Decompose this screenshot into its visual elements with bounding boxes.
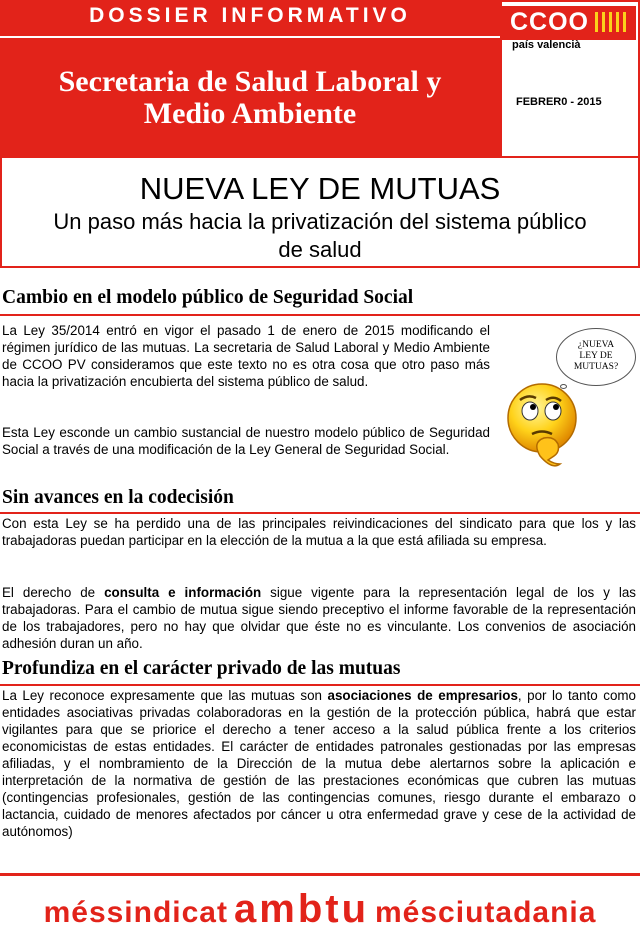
slogan-right: mésciutadania (375, 896, 597, 929)
issue-date: FEBRER0 - 2015 (516, 96, 602, 108)
section2-para1: Con esta Ley se ha perdido una de las principales reivindicaciones del sindicato para que los y las trabajadoras puedan participar en la elección de la mutua a la que está afiliada su empresa. (2, 516, 636, 548)
bubble-line3: MUTUAS? (573, 362, 619, 372)
main-subtitle-line2: de salud (278, 237, 362, 262)
senyera-stripes-icon (595, 12, 629, 32)
section-heading-codecision: Sin avances en la codecisión (2, 487, 234, 508)
section-heading-caracter-privado: Profundiza en el carácter privado de las mutuas (2, 658, 401, 679)
section1-para2: Esta Ley esconde un cambio sustancial de nuestro modelo público de Seguridad Social a través de una modificación de la Ley General de Seguridad Social. (2, 425, 490, 457)
main-title: NUEVA LEY DE MUTUAS (139, 171, 501, 206)
secretaria-title-line1: Secretaria de Salud Laboral y (58, 65, 442, 98)
section2-para2 (2, 584, 636, 652)
footer-slogan (0, 887, 640, 932)
section2-para2-post: sigue vigente para la representación legal de los y las trabajadoras. Para el cambio de mutua sigue siendo preceptivo el informe favorable de la representación de los trabajadores, pero no hay que olvidar que éste no es vinculante. Los convenios de asociación adhesión duran un año. (2, 585, 636, 651)
slogan-center: ambtu (234, 887, 369, 931)
main-subtitle (0, 208, 640, 264)
section3-para1-pre: La Ley reconoce expresamente que las mutuas son (2, 688, 328, 703)
secretaria-title (0, 66, 500, 130)
section-heading-cambio: Cambio en el modelo público de Seguridad Social (2, 287, 414, 308)
thinking-face-icon (502, 378, 586, 470)
bubble-line2: LEY DE (579, 351, 613, 361)
slogan-left: méssindicat (43, 896, 228, 929)
secretaria-title-line2: Medio Ambiente (143, 97, 357, 130)
section3-para1-post: , por lo tanto como entidades asociativas privadas colaboradoras en la gestión de la protección pública, habrá que estar vigilantes para que se priorice el derecho a tener acceso a la salud pública frente a los criterios economicistas de estas entidades. El carácter de entidades patronales gestionadas por las empresas afiliadas, y el nombramiento de la Dirección de la mutua debe alertarnos sobre la aplicación e interpretación de la normativa de gestión de las prestaciones económicas que cubren las mutuas (contingencias profesionales, gestión de las contingencias comunes, riesgo durante el embarazo o lactancia, cuidado de menores afectados por cáncer u otra enfermedad grave y cese de la actividad de autónomos) (2, 688, 637, 839)
dossier-kicker: DOSSIER INFORMATIVO (89, 4, 411, 27)
section-rule (0, 314, 640, 316)
section3-para1 (2, 687, 636, 840)
section3-para1-bold: asociaciones de empresarios (327, 688, 518, 703)
section-rule (0, 512, 640, 514)
header-divider (0, 36, 500, 38)
main-subtitle-line1: Un paso más hacia la privatización del sistema público (53, 209, 587, 234)
ccoo-logo-subtitle: país valencià (512, 39, 581, 51)
section2-para2-pre: El derecho de (2, 585, 105, 600)
section2-para2-bold: consulta e información (104, 585, 262, 600)
ccoo-logo-text: CCOO (510, 8, 589, 36)
bubble-line1: ¿NUEVA (577, 340, 615, 350)
section1-para1: La Ley 35/2014 entró en vigor el pasado 1 de enero de 2015 modificando el régimen jurídico de las mutuas. La secretaria de Salud Laboral y Medio Ambiente de CCOO PV consideramos que este texto no es otra cosa que otro paso más hacia la privatización encubierta del sistema público de salud. (2, 323, 490, 389)
section-rule (0, 684, 640, 686)
speech-bubble-text (560, 340, 632, 373)
footer-rule (0, 873, 640, 876)
